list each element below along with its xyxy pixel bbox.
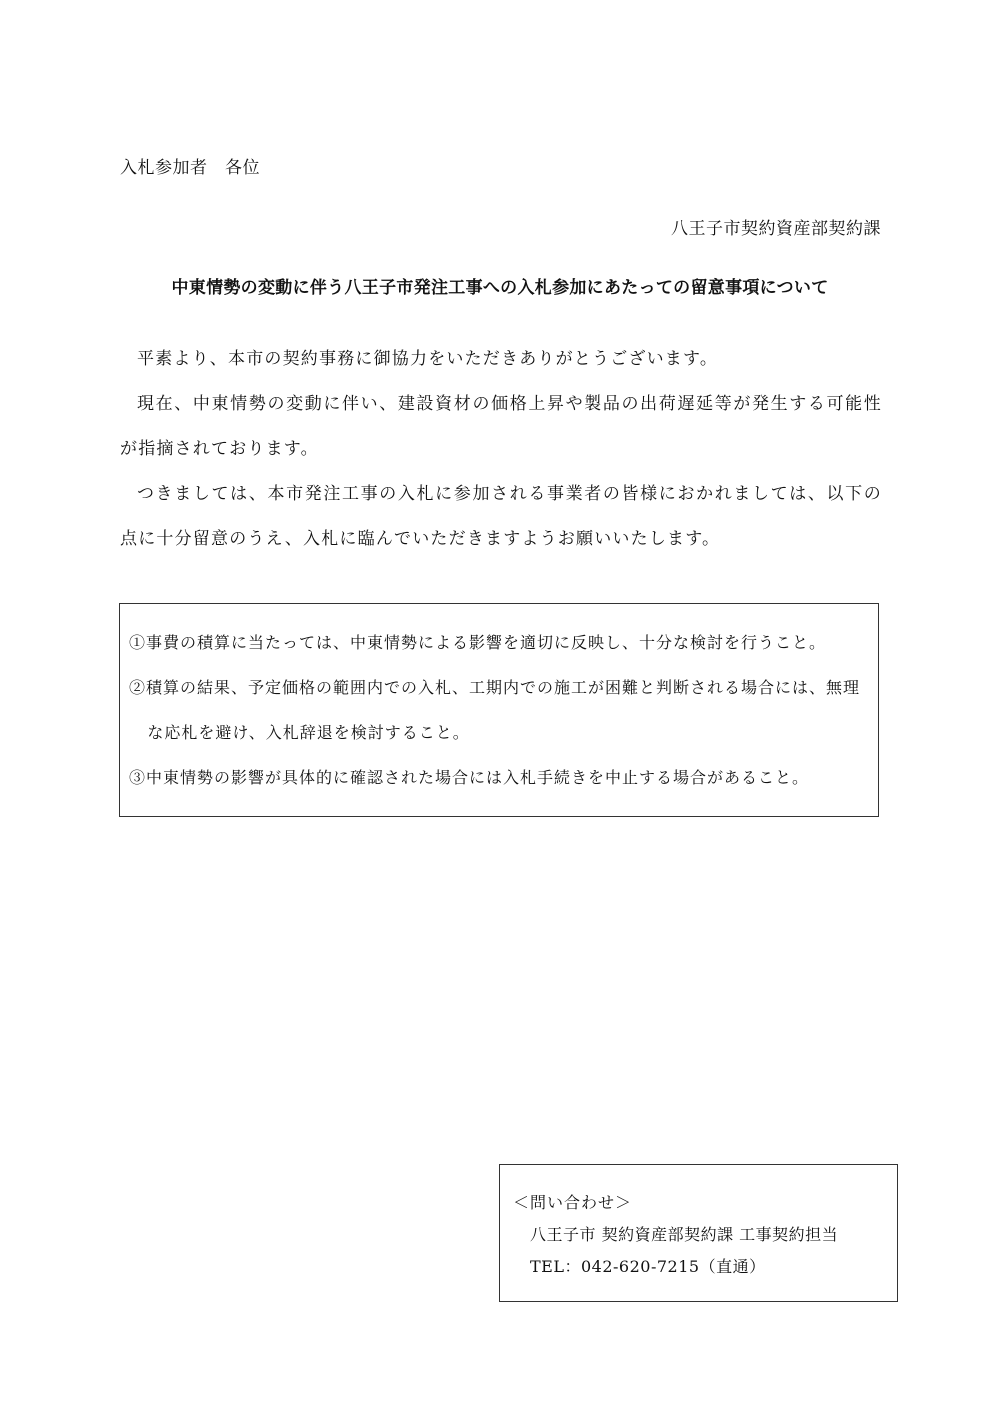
contact-heading: ＜問い合わせ＞: [513, 1193, 633, 1212]
notice-item-3: ③中東情勢の影響が具体的に確認された場合には入札手続きを中止する場合があること。: [129, 768, 810, 787]
document-title: 中東情勢の変動に伴う八王子市発注工事への入札参加にあたっての留意事項について: [171, 278, 829, 298]
paragraph-situation: 現在、中東情勢の変動に伴い、建設資材の価格上昇や製品の出荷遅延等が発生する可能性が指摘されております。: [120, 394, 882, 459]
notice-item-2: ②積算の結果、予定価格の範囲内での入札、工期内での施工が困難と判断される場合には、無理な応札を避け、入札辞退を検討すること。: [129, 678, 861, 742]
body-text: [120, 337, 882, 562]
notice-item-1: ①事費の積算に当たっては、中東情勢による影響を適切に反映し、十分な検討を行うこと。: [129, 633, 827, 652]
contact-box: [499, 1164, 898, 1302]
paragraph-greeting: 平素より、本市の契約事務に御協力をいただきありがとうございます。: [137, 349, 719, 369]
notice-list: [129, 620, 874, 800]
sender: 八王子市契約資産部契約課: [671, 219, 881, 239]
paragraph-request: つきましては、本市発注工事の入札に参加される事業者の皆様におかれましては、以下の点に十分留意のうえ、入札に臨んでいただきますようお願いいたします。: [120, 484, 882, 549]
addressee: 入札参加者 各位: [120, 158, 260, 178]
notice-box: [119, 603, 879, 817]
contact-phone: TEL：042-620-7215（直通）: [530, 1257, 766, 1276]
contact-department: 八王子市 契約資産部契約課 工事契約担当: [530, 1225, 839, 1244]
